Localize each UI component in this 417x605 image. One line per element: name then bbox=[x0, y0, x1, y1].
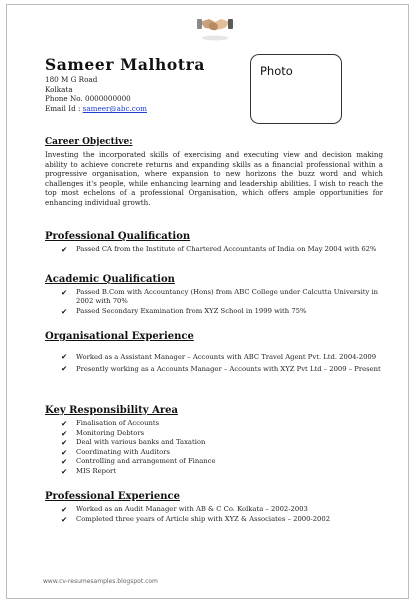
checkmark-icon: ✔ bbox=[61, 419, 68, 428]
checkmark-icon: ✔ bbox=[61, 364, 68, 374]
academic-qualification-heading: Academic Qualification bbox=[45, 274, 175, 285]
list-item: ✔ Passed CA from the Institute of Chartered Accountants of India on May 2004 with 62% bbox=[61, 245, 377, 254]
photo-label: Photo bbox=[260, 64, 293, 78]
key-responsibility-heading: Key Responsibility Area bbox=[45, 405, 178, 416]
resume-page bbox=[6, 4, 409, 599]
checkmark-icon: ✔ bbox=[61, 288, 68, 297]
contact-block bbox=[45, 75, 147, 113]
list-item: ✔ MIS Report bbox=[61, 466, 117, 476]
checkmark-icon: ✔ bbox=[61, 514, 68, 524]
list-item: ✔ Passed B.Com with Accountancy (Hons) from ABC College under Calcutta University in 2002 with 70% bbox=[61, 288, 379, 306]
checkmark-icon: ✔ bbox=[61, 457, 68, 467]
list-item: ✔ Worked as an Audit Manager with AB & C Co. Kolkata – 2002-2003 bbox=[61, 505, 308, 514]
organisational-experience-heading: Organisational Experience bbox=[45, 331, 194, 342]
academic-qualification-list bbox=[61, 288, 387, 316]
photo-placeholder bbox=[250, 54, 342, 124]
checkmark-icon: ✔ bbox=[61, 505, 68, 514]
checkmark-icon: ✔ bbox=[61, 352, 68, 361]
checkmark-icon: ✔ bbox=[61, 428, 68, 438]
list-item: ✔ Completed three years of Article ship with XYZ & Associates – 2000-2002 bbox=[61, 514, 331, 524]
career-objective-heading: Career Objective: bbox=[45, 137, 133, 147]
professional-qualification-list bbox=[61, 245, 383, 254]
professional-qualification-heading: Professional Qualification bbox=[45, 231, 191, 242]
list-item: ✔ Deal with various banks and Taxation bbox=[61, 438, 206, 448]
phone-number: Phone No. 0000000000 bbox=[45, 94, 131, 104]
list-item: ✔ Monitoring Debtors bbox=[61, 428, 145, 438]
career-objective-text: Investing the incorporated skills of exercising and executing view and decision making ability to achieve concrete returns and expanding skills as a financial professional within a progressive organisation, where expansion to new horizons the buzz word and which challenges it's people, while enhancing learning and leadership abilities. I wish to reach the top most echelons of a professional Organisation, which offers ample opportunities for enhancing individual growth. bbox=[45, 150, 383, 207]
key-responsibility-list bbox=[61, 419, 361, 477]
checkmark-icon: ✔ bbox=[61, 438, 68, 448]
professional-experience-heading: Professional Experience bbox=[45, 491, 180, 502]
email-row bbox=[45, 104, 147, 114]
list-item: ✔ Coordinating with Auditors bbox=[61, 447, 171, 457]
organisational-experience-list bbox=[61, 352, 383, 375]
checkmark-icon: ✔ bbox=[61, 245, 68, 254]
checkmark-icon: ✔ bbox=[61, 466, 68, 476]
address-line-2: Kolkata bbox=[45, 84, 73, 94]
list-item: ✔ Presently working as a Accounts Manager – Accounts with XYZ Pvt Ltd – 2009 – Present bbox=[61, 364, 381, 374]
email-link[interactable]: sameer@abc.com bbox=[82, 103, 147, 113]
list-item: ✔ Worked as a Assistant Manager – Accounts with ABC Travel Agent Pvt. Ltd. 2004-2009 bbox=[61, 352, 377, 361]
professional-experience-list bbox=[61, 505, 381, 524]
footer-watermark: www.cv-resumesamples.blogspot.com bbox=[43, 578, 158, 585]
list-item: ✔ Passed Secondary Examination from XYZ School in 1999 with 75% bbox=[61, 306, 307, 316]
candidate-name: Sameer Malhotra bbox=[45, 55, 205, 74]
list-item: ✔ Finalisation of Accounts bbox=[61, 419, 160, 428]
email-label: Email Id : bbox=[45, 103, 83, 113]
list-item: ✔ Controlling and arrangement of Finance bbox=[61, 457, 216, 467]
handshake-icon bbox=[197, 7, 233, 43]
checkmark-icon: ✔ bbox=[61, 306, 68, 316]
address-line-1: 180 M G Road bbox=[45, 75, 98, 84]
checkmark-icon: ✔ bbox=[61, 447, 68, 457]
